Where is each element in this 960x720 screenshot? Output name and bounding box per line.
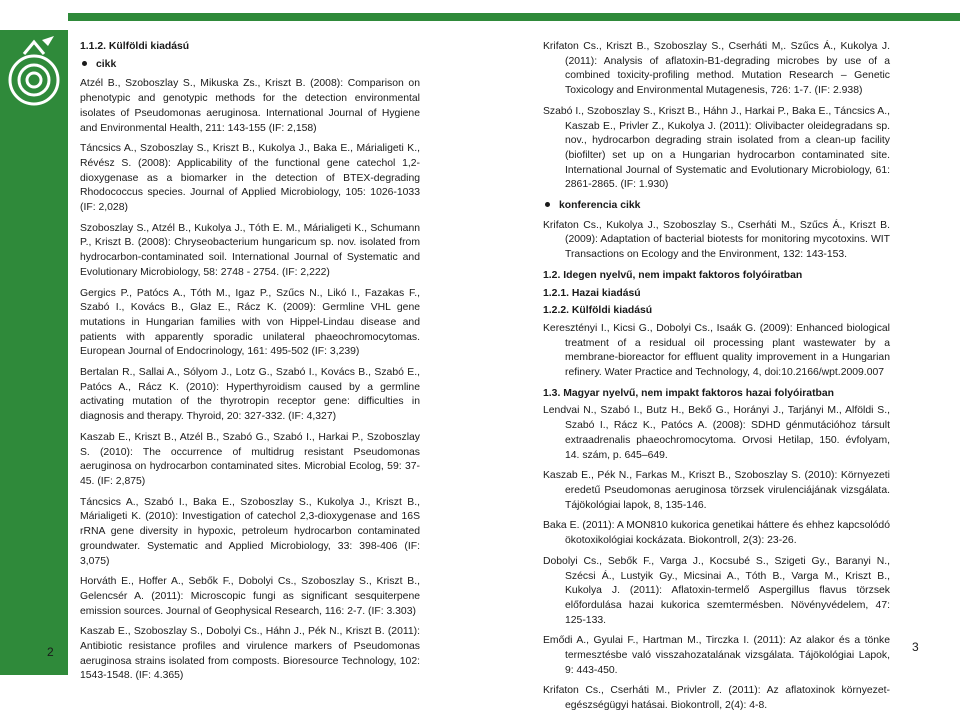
reference: Kaszab E., Kriszt B., Atzél B., Szabó G., Szabó I., Harkai P., Szoboszlay S. (2010): The occurrence of multidrug resistant Pseudomonas aeruginosa on hydrocarbon contaminated sites. Microbial Ecolog, 59: 37-45. (IF: 2,875) bbox=[80, 431, 420, 487]
reference: Dobolyi Cs., Sebők F., Varga J., Kocsubé S., Szigeti Gy., Baranyi N., Szécsi Á., Lustyik Gy., Micsinai A., Tóth B., Varga M., Kriszt B., Kukolya J. (2011): Aflatoxin-termelő Aspergillus flavus törzsek előfordulása hazai kukorica szemtermésben. Növényvédelem, 47: 125-133. bbox=[543, 555, 890, 626]
reference: Keresztényi I., Kicsi G., Dobolyi Cs., Isaák G. (2009): Enhanced biological treatment of a residual oil processing plant wastewater by a membrane-bioreactor for effluent quality improvement in a Hungarian refinery. Water Practice and Technology, 4, doi:10.2166/wpt.2009.007 bbox=[543, 322, 890, 379]
reference: Bertalan R., Sallai A., Sólyom J., Lotz G., Szabó I., Kovács B., Szabó E., Patócs A., Rácz K. (2010): Hyperthyroidism caused by a germline activating mutation of the thyrotropin receptor gene: difficulties in diagnosis and therapy. Thyroid, 20: 327-332. (IF: 4,327) bbox=[80, 367, 420, 423]
reference: Emődi A., Gyulai F., Hartman M., Tirczka I. (2011): Az alakor és a tönke termesztésbe való visszahozatalának vizsgálata. Tájökológiai Lapok, 9: 443-450. bbox=[543, 635, 890, 676]
reference: Gergics P., Patócs A., Tóth M., Igaz P., Szűcs N., Likó I., Fazakas F., Szabó I., Kovács B., Glaz E., Rácz K. (2009): Germline VHL gene mutations in Hungarian families with von Hippel-Lindau disease and patients with apparently sporadic unilateral phaeochromocytomas. European Journal of Endocrinology, 161: 495-502 (IF: 3,239) bbox=[80, 287, 420, 358]
bullet-item bbox=[80, 58, 420, 73]
reference: Krifaton Cs., Cserháti M., Privler Z. (2011): Az aflatoxinok környezet-egészségügyi hatásai. Biokontroll, 2(4): 4-8. bbox=[543, 685, 890, 712]
reference: Krifaton Cs., Kukolya J., Szoboszlay S., Cserháti M., Szűcs Á., Kriszt B. (2009): Adaptation of bacterial biotests for monitoring mycotoxins. WIT Transactions on Ecology and the Environment, 132: 143-153. bbox=[543, 219, 890, 261]
reference: Krifaton Cs., Kriszt B., Szoboszlay S., Cserháti M,. Szűcs Á., Kukolya J. (2011): Analysis of aflatoxin-B1-degrading microbes by use of a combined toxicity-profiling method. Mutation Research – Genetic Toxicology and Environmental Mutagenesis, 726: 1-7. (IF: 2.938) bbox=[543, 41, 890, 97]
section-heading: 1.2. Idegen nyelvű, nem impakt faktoros folyóiratban bbox=[543, 269, 803, 281]
reference: Kaszab E., Szoboszlay S., Dobolyi Cs., Háhn J., Pék N., Kriszt B. (2011): Antibiotic resistance profiles and virulence markers of Pseudomonas aeruginosa strains isolated from composts. Bioresource Technology, 102: 1543-1548. (IF: 4.365) bbox=[80, 626, 420, 682]
reference: Kaszab E., Pék N., Farkas M., Kriszt B., Szoboszlay S. (2010): Környezeti eredetű Pseudomonas aeruginosa törzsek virulenciájának vizsgálata. Tájökológiai lapok, 8, 135-146. bbox=[543, 470, 890, 511]
right-column bbox=[543, 40, 890, 720]
reference: Szoboszlay S., Atzél B., Kukolya J., Tóth E. M., Márialigeti K., Schumann P., Kriszt B. (2008): Chryseobacterium hungaricum sp. nov. isolated from hydrocarbon-contaminated soil. International Journal of Systematic and Evolutionary Microbiology, 58: 2748 - 2754. (IF: 2,222) bbox=[80, 222, 420, 278]
page-number-right: 3 bbox=[912, 640, 919, 654]
reference: Táncsics A., Szabó I., Baka E., Szoboszlay S., Kukolya J., Kriszt B., Márialigeti K. (2010): Investigation of catechol 2,3-dioxygenase and 16S rRNA gene diversity in hypoxic, petroleum hydrocarbon contaminated groundwater. Systematic and Applied Microbiology, 33: 398-406 (IF: 3,075) bbox=[80, 496, 420, 567]
left-column bbox=[80, 40, 420, 690]
page-number-left: 2 bbox=[47, 645, 54, 659]
bullet-label: konferencia cikk bbox=[559, 200, 641, 212]
section-heading: 1.3. Magyar nyelvű, nem impakt faktoros hazai folyóiratban bbox=[543, 387, 835, 399]
reference: Szabó I., Szoboszlay S., Kriszt B., Háhn J., Harkai P., Baka E., Táncsics A., Kaszab E., Privler Z., Kukolya J. (2011): Olivibacter oleidegradans sp. nov., hydrocarbon degrading strain isolated from a clean-up facility (biofilter) set up on a Hungarian hydrocarbon contaminated site. International Journal of Systematic and Evolutionary Microbiology, 61: 2861-2865. (IF: 1.930) bbox=[543, 105, 890, 191]
section-heading: 1.2.2. Külföldi kiadású bbox=[543, 305, 653, 317]
section-heading: 1.2.1. Hazai kiadású bbox=[543, 287, 641, 299]
reference: Táncsics A., Szoboszlay S., Kriszt B., Kukolya J., Baka E., Márialigeti K., Révész S. (2008): Applicability of the functional gene catechol 1,2-dioxygenase as a biomarker in the detection of BTEX-degrading Rhodococcus species. Journal of Applied Microbiology, 105: 1026-1033 (IF: 2,028) bbox=[80, 143, 420, 214]
reference: Lendvai N., Szabó I., Butz H., Bekő G., Horányi J., Tarjányi M., Alföldi S., Szabó I., Rácz K., Patócs A. (2008): SDHD génmutációhoz társult extraadrenalis phaeochromocytoma. Orvosi Hetilap, 150. évfolyam, 14. szám, p. 645–649. bbox=[543, 405, 890, 461]
bullet-icon bbox=[82, 61, 87, 66]
reference: Atzél B., Szoboszlay S., Mikuska Zs., Kriszt B. (2008): Comparison on phenotypic and genotypic methods for the detection environmental isolates of Pseudomonas aeruginosa. International Journal of Hygiene and Environmental Health, 211: 143-155 (IF: 2,158) bbox=[80, 78, 420, 134]
bullet-label: cikk bbox=[96, 58, 117, 70]
reference: Horváth E., Hoffer A., Sebők F., Dobolyi Cs., Szoboszlay S., Kriszt B., Gelencsér A. (2011): Microscopic fungi as significant sesquiterpene emission sources. Journal of Geophysical Research, 116: 2-7. (IF: 3.303) bbox=[80, 576, 420, 617]
reference: Baka E. (2011): A MON810 kukorica genetikai háttere és ehhez kapcsolódó ökotoxikológiai kockázata. Biokontroll, 2(3): 23-26. bbox=[543, 520, 890, 547]
bullet-icon bbox=[545, 202, 550, 207]
pomegranate-logo-icon bbox=[2, 30, 66, 130]
section-heading: 1.1.2. Külföldi kiadású bbox=[80, 41, 190, 52]
bullet-item bbox=[543, 199, 890, 214]
header-accent-bar bbox=[68, 13, 960, 21]
